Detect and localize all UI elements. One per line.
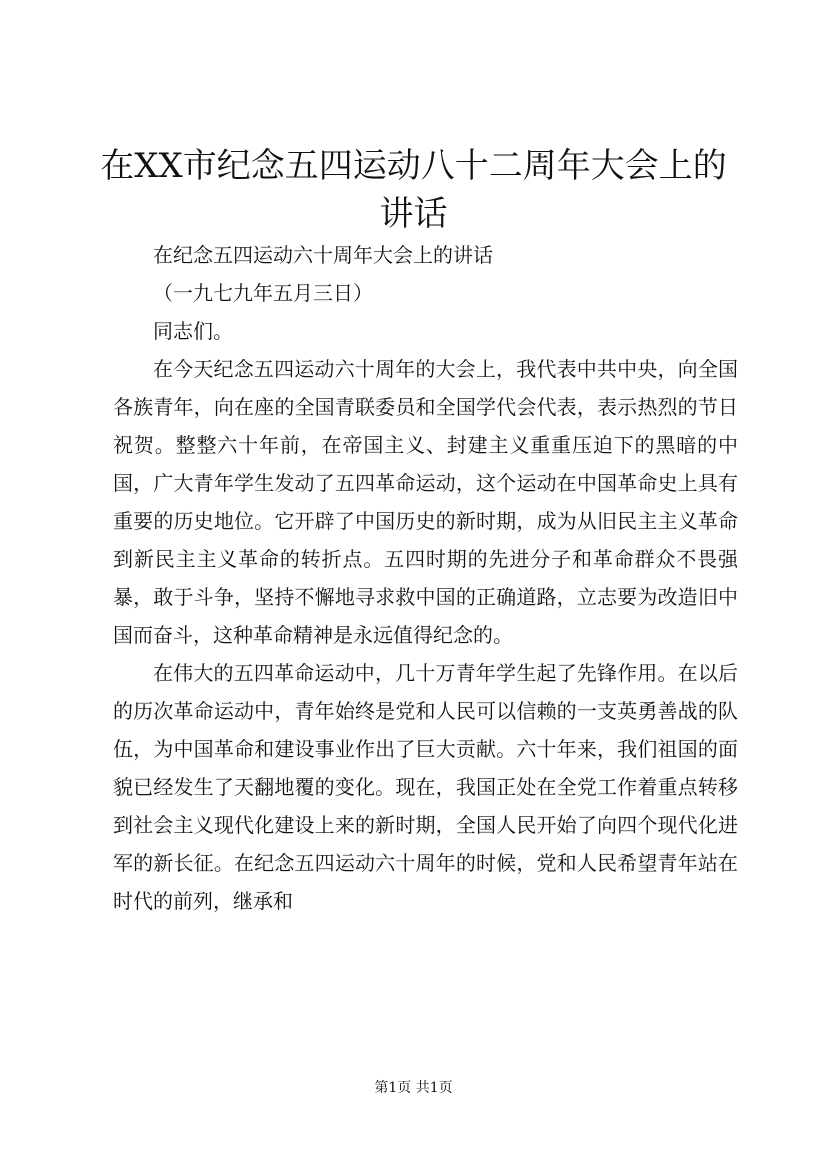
salutation: 同志们。 [153, 319, 233, 343]
document-title: 在XX市纪念五四运动八十二周年大会上的讲话 [100, 146, 727, 234]
body-paragraph: 在今天纪念五四运动六十周年的大会上，我代表中共中央，向全国各族青年，向在座的全国青联委员和全国学代会代表，表示热烈的节日祝贺。整整六十年前，在帝国主义、封建主义重重压迫下的黑暗的中国，广大青年学生发动了五四革命运动，这个运动在中国革命史上具有重要的历史地位。它开辟了中国历史的新时期，成为从旧民主主义革命到新民主主义革命的转折点。五四时期的先进分子和革命群众不畏强暴，敢于斗争，坚持不懈地寻求救中国的正确道路，立志要为改造旧中国而奋斗，这种革命精神是永远值得纪念的。 [113, 357, 738, 647]
speech-date: （一九七九年五月三日） [153, 281, 373, 305]
body-paragraph: 在伟大的五四革命运动中，几十万青年学生起了先锋作用。在以后的历次革命运动中，青年始终是党和人民可以信赖的一支英勇善战的队伍，为中国革命和建设事业作出了巨大贡献。六十年来，我们祖国的面貌已经发生了天翻地覆的变化。现在，我国正处在全党工作着重点转移到社会主义现代化建设上来的新时期，全国人民开始了向四个现代化进军的新长征。在纪念五四运动六十周年的时候，党和人民希望青年站在时代的前列，继承和 [113, 661, 738, 913]
page-number: 第1页 共1页 [374, 1080, 453, 1096]
speech-heading: 在纪念五四运动六十周年大会上的讲话 [153, 243, 493, 267]
document-body [113, 236, 738, 920]
